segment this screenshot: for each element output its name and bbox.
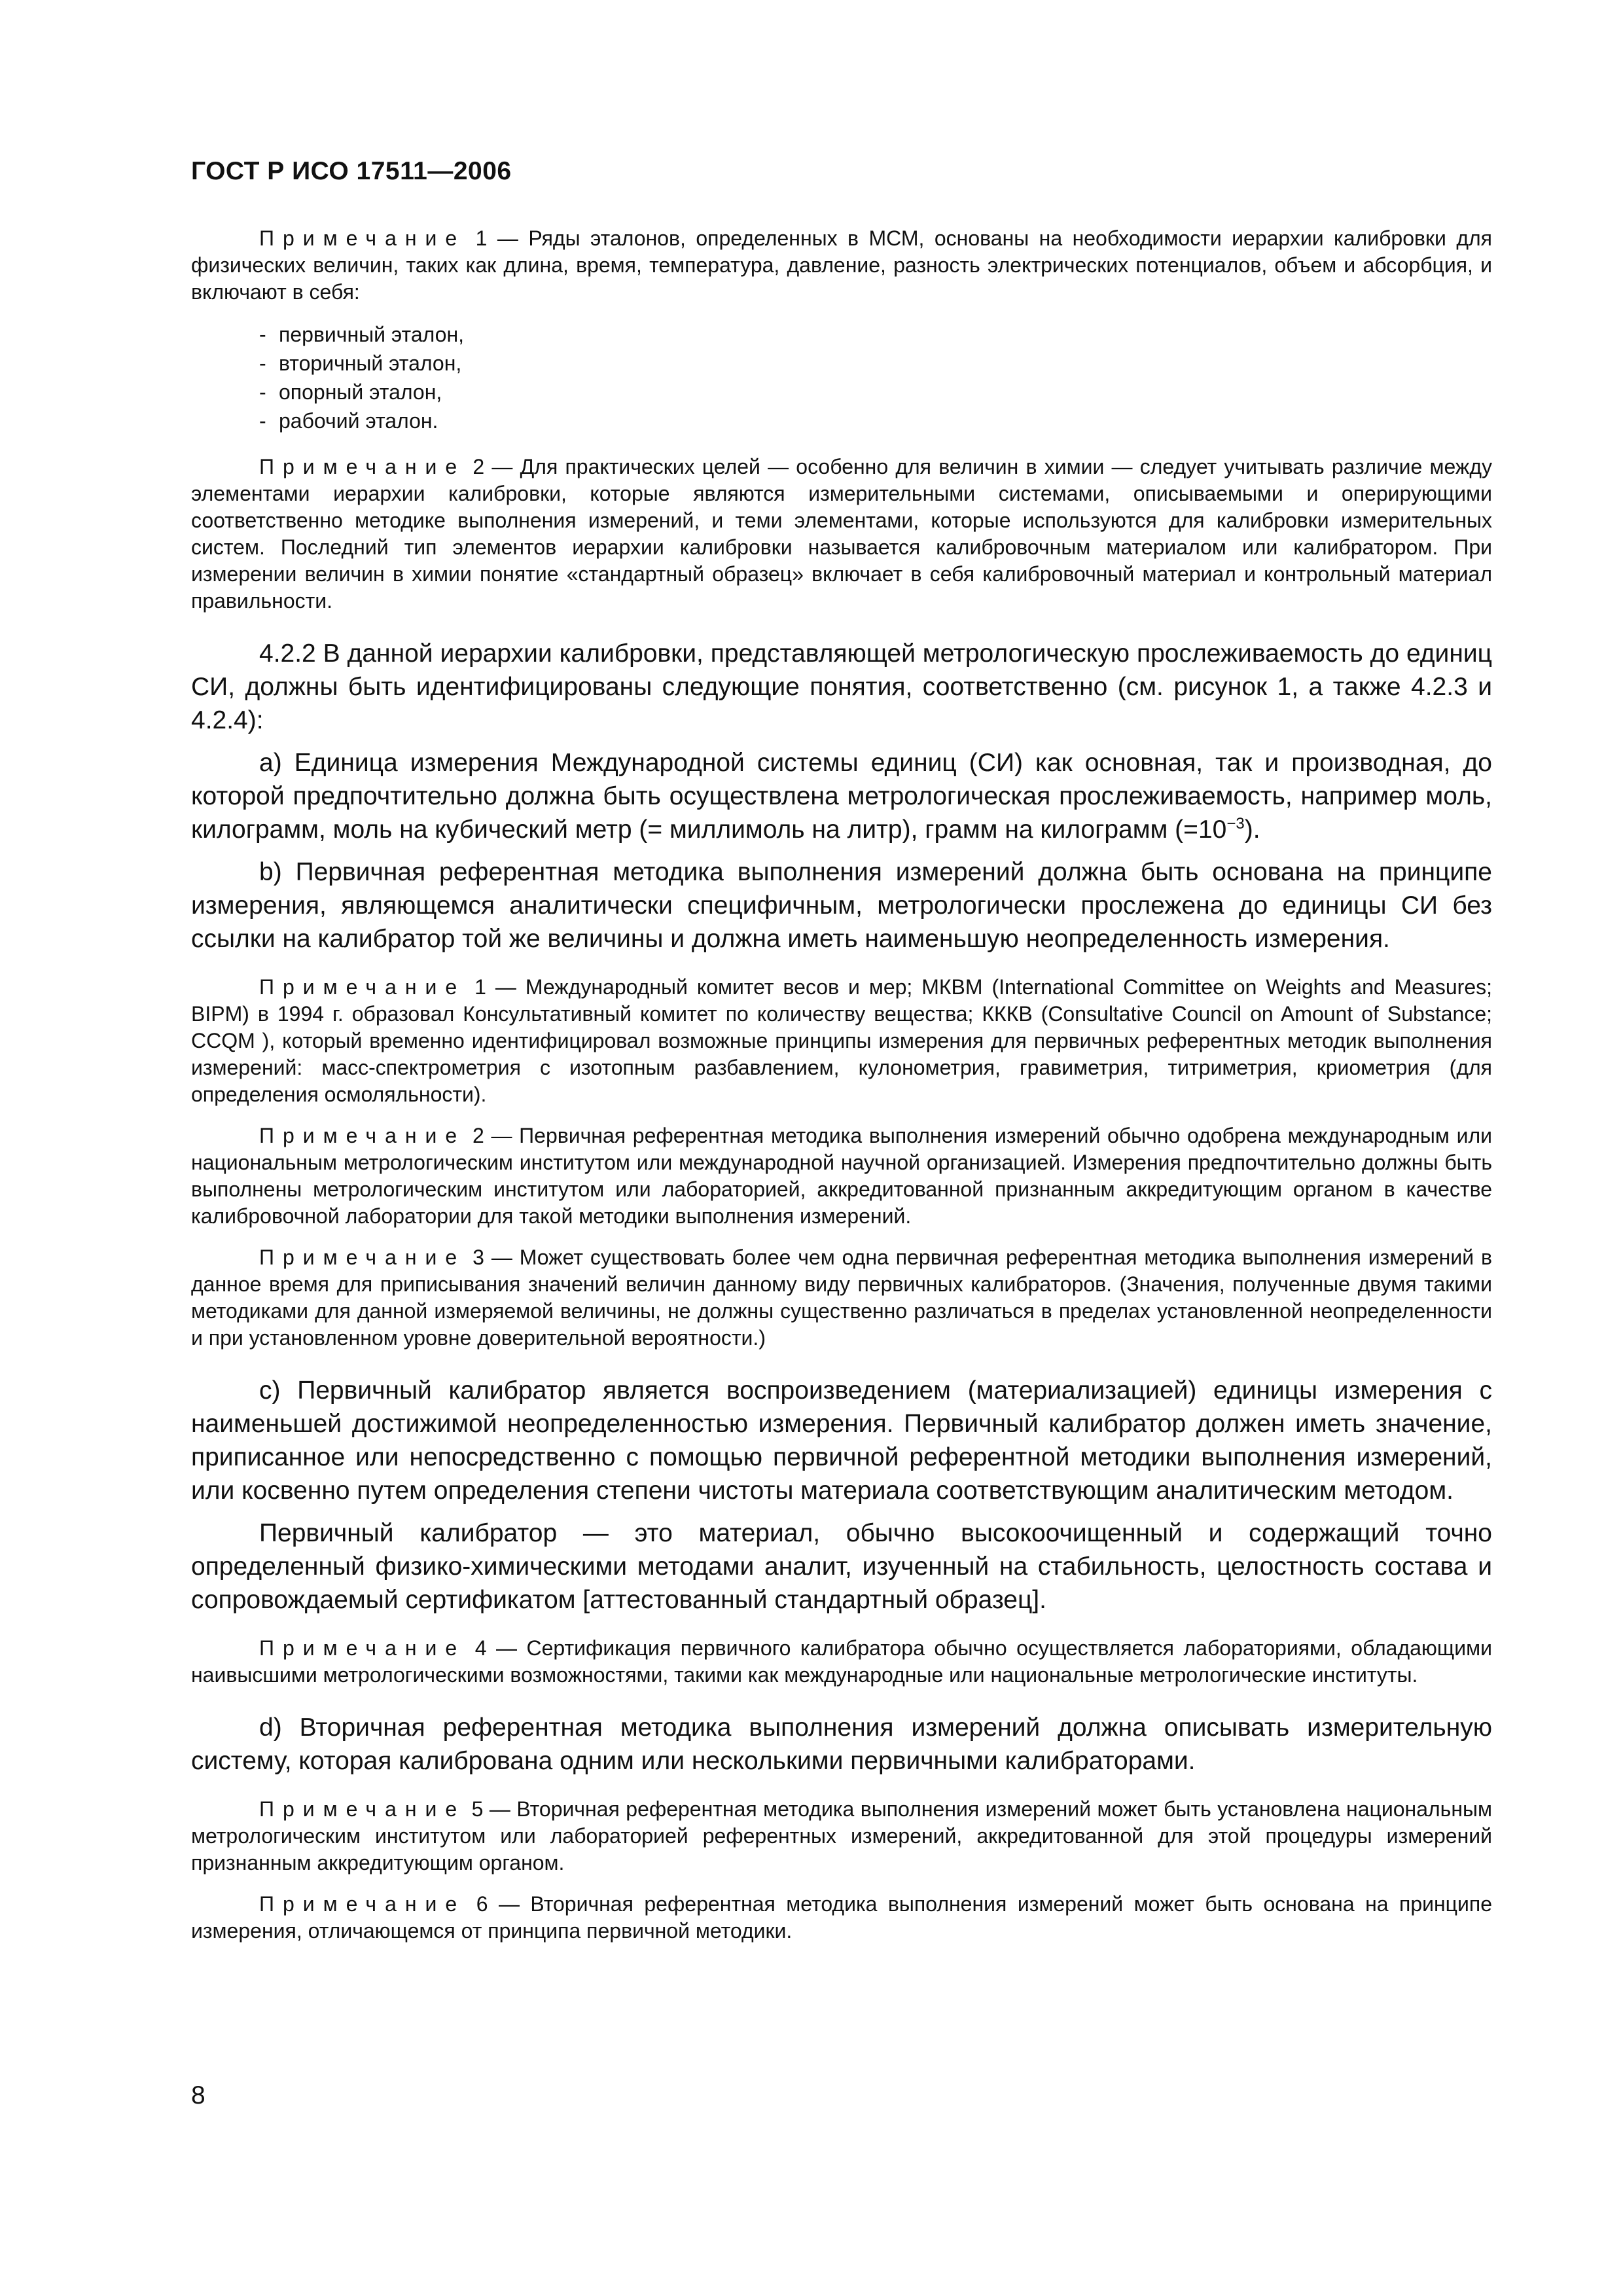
item-c-definition: Первичный калибратор — это материал, обычно высокоочищенный и содержащий точно определенный физико-химическими методами аналит, изученный на стабильность, целостность состава и сопровождаемый сертификатом [аттестованный стандартный образец]. [191,1519,1492,1614]
paragraph-4-2-2: 4.2.2 В данной иерархии калибровки, представляющей метрологическую прослеживаемость до единиц СИ, должны быть идентифицированы следующие понятия, соответственно (см. рисунок 1, а также 4.2.3 и 4.2.4): [191,639,1492,734]
note-1 [191,225,1492,306]
note-c-4 [191,1635,1492,1689]
note-text: — Вторичная референтная методика выполнения измерений может быть установлена национальным метрологическим институтом или лабораторией референтных измерений, аккредитованной для этой процедуры измерений признанным аккредитующим органом. [191,1797,1492,1874]
item-b: b) Первичная референтная методика выполнения измерений должна быть основана на принципе измерения, являющемся аналитически специфичным, метрологически прослежена до единицы СИ без ссылки на калибратор той же величины и должна иметь наименьшую неопределенность измерения. [191,858,1492,953]
item-a: a) Единица измерения Международной системы единиц (СИ) как основная, так и производная, до которой предпочтительно должна быть осуществлена метрологическая прослеживаемость, например моль, килограмм, моль на кубический метр (= миллимоль на литр), грамм на килограмм $(=10^{-3})$. [191,749,1492,844]
note-d-6 [191,1891,1492,1945]
note-text: — Международный комитет весов и мер; МКВМ (International Committee on Weights and Measures; BIPM) в 1994 г. образовал Консультативный комитет по количеству вещества; КККВ (Consultative Council on Amount of Substance; CCQM ), который временно идентифицировал возможные принципы измерения для первичных референтных методик выполнения измерений: масс-спектрометрия с изотопным разбавлением, кулонометрия, гравиметрия, титриметрия, криометрия (для определения осмоляльности). [191,975,1493,1106]
note-number: 3 [473,1246,484,1269]
note-label: Примечание [259,455,466,478]
note-number: 5 [471,1797,484,1821]
note-text: — Сертификация первичного калибратора обычно осуществляется лабораториями, обладающими наивысшими метрологическими возможностями, такими как международные или национальные метрологические институты. [191,1636,1493,1687]
note-b-3 [191,1244,1492,1352]
note-number: 1 [474,975,486,999]
note-text: — Первичная референтная методика выполнения измерений обычно одобрена международным или национальным метрологическим институтом или международной научной организацией. Измерения предпочтительно должны быть выполнены метрологическим институтом или лабораторией, аккредитованной признанным аккредитующим органом в качестве калибровочной лаборатории для такой методики выполнения измерений. [191,1124,1493,1228]
note-label: Примечание [259,1892,466,1916]
item-d: d) Вторичная референтная методика выполнения измерений должна описывать измерительную систему, которая калибрована одним или несколькими первичными калибраторами. [191,1713,1492,1775]
page-number: 8 [191,2081,205,2109]
note-text: — Ряды эталонов, определенных в МСМ, основаны на необходимости иерархии калибровки для физических величин, таких как длина, время, температура, давление, разность электрических потенциалов, объем и абсорбция, и включают в себя: [191,226,1493,304]
note-b-1 [191,974,1492,1108]
superscript: −3 [1226,815,1245,833]
standards-list [191,320,1492,435]
list-item: - опорный эталон, [259,380,442,404]
list-item: - вторичный эталон, [259,351,462,375]
note-number: 6 [476,1892,488,1916]
note-number: 2 [473,455,485,478]
note-text: — Вторичная референтная методика выполнения измерений может быть основана на принципе измерения, отличающемся от принципа первичной методики. [191,1892,1493,1943]
note-text: — Для практических целей — особенно для величин в химии — следует учитывать различие между элементами иерархии калибровки, которые являются измерительными системами, описываемыми и оперирующими соответственно методике выполнения измерений, и теми элементами, которые используются для калибровки измерительных систем. Последний тип элементов иерархии калибровки называется калибровочным материалом или калибратором. При измерении величин в химии понятие «стандартный образец» включает в себя калибровочный материал и контрольный материал правильности. [191,455,1493,613]
list-item: - первичный эталон, [259,323,465,346]
note-number: 1 [475,226,488,250]
note-b-2 [191,1122,1492,1230]
note-label: Примечание [259,1246,466,1269]
note-label: Примечание [259,226,466,250]
note-2 [191,454,1492,615]
item-c: c) Первичный калибратор является воспроизведением (материализацией) единицы измерения с наименьшей достижимой неопределенностью измерения. Первичный калибратор должен иметь значение, приписанное или непосредственно с помощью первичной референтной методики выполнения измерений, или косвенно путем определения степени чистоты материала соответствующим аналитическим методом. [191,1376,1492,1505]
document-page [191,157,1492,1959]
note-number: 4 [474,1636,487,1660]
note-label: Примечание [259,975,466,999]
list-item: - рабочий эталон. [259,409,438,433]
note-label: Примечание [259,1124,466,1147]
note-d-5 [191,1796,1492,1876]
note-text: — Может существовать более чем одна первичная референтная методика выполнения измерений в данное время для приписывания значений величин данному виду первичных калибраторов. (Значения, полученные двумя такими методиками для данной измеряемой величины, не должны существенно различаться в пределах установленной неопределенности и при установленном уровне доверительной вероятности.) [191,1246,1493,1350]
standard-header: ГОСТ Р ИСО 17511—2006 [191,157,512,185]
note-number: 2 [472,1124,484,1147]
note-label: Примечание [259,1636,466,1660]
note-label: Примечание [259,1797,466,1821]
